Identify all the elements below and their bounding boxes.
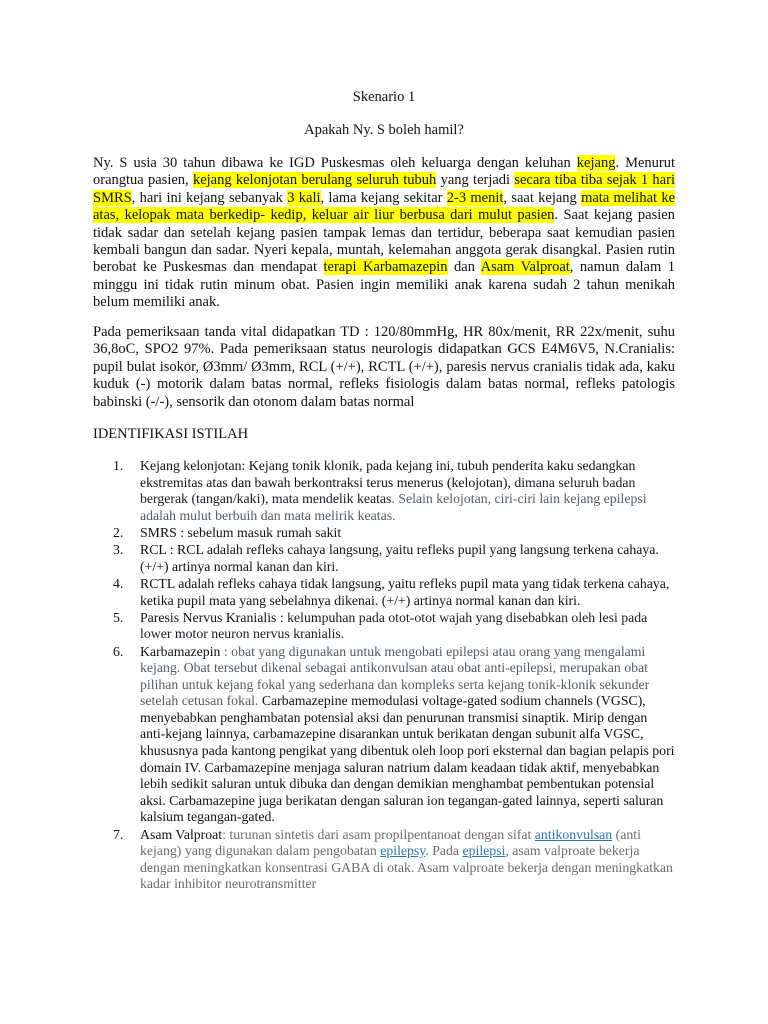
highlight-duration: 2-3 menit xyxy=(446,189,504,206)
list-item: 7. Asam Valproat: turunan sintetis dari asam propilpentanoat dengan sifat antikonvulsan (anti kejang) yang digunakan dalam pengobatan epilepsy. Pada epilepsi, asam valproate bekerja dengan meningkatkan konsentrasi GABA di otak. Asam valproate bekerja dengan meningkatkan kadar inhibitor neurotransmitter xyxy=(113,826,673,892)
list-item: 6. Karbamazepin : obat yang digunakan untuk mengobati epilepsi atau orang yang mengalami kejang. Obat tersebut dikenal sebagai antikonvulsan atau obat anti-epilepsi, merupakan obat pilihan untuk kejang fokal yang sederhana dan kompleks serta kejang tonik-klonik sekunder setelah cetusan fokal. Carbamazepine memodulasi voltage-gated sodium channels (VGSC), menyebabkan penghambatan potensial aksi dan penurunan transmisi sinaptik. Mirip dengan anti-kejang lainnya, carbamazepine disarankan untuk berikatan dengan subunit alfa VGSC, khususnya pada kantong pengikat yang dibentuk oleh loop pori eksternal dan bagian pelapis pori domain IV. Carbamazepine menjaga saluran natrium dalam keadaan tidak aktif, menyebabkan lebih sedikit saluran untuk dibuka dan dengan demikian menghambat pembentukan potensial aksi. Carbamazepine juga berikatan dengan saluran ion tegangan-gated lainnya, seperti saluran kalsium tegangan-gated. xyxy=(113,643,675,825)
list-item: 5. Paresis Nervus Kranialis : kelumpuhan pada otot-otot wajah yang disebabkan oleh lesi pada lower motor neuron nervus kranialis. xyxy=(113,609,648,642)
link-antikonvulsan[interactable]: antikonvulsan xyxy=(534,826,613,842)
highlight-kejang-kelonjotan: kejang kelonjotan berulang seluruh tubuh xyxy=(192,172,437,189)
document-subtitle: Apakah Ny. S boleh hamil? xyxy=(304,122,464,138)
term-list xyxy=(113,458,675,894)
list-item: 3. RCL : RCL adalah refleks cahaya langsung, yaitu refleks pupil yang langsung terkena cahaya. (+/+) artinya normal kanan dan kiri. xyxy=(113,542,659,574)
link-epilepsi[interactable]: epilepsi xyxy=(462,843,506,859)
highlight-onset: secara tiba tiba sejak 1 hari SMRS xyxy=(93,172,675,206)
highlight-frequency: 3 kali xyxy=(287,189,321,206)
highlight-therapy-karbamazepin: terapi Karbamazepin xyxy=(323,259,448,276)
highlight-asam-valproat: Asam Valproat xyxy=(480,259,570,276)
section-heading: IDENTIFIKASI ISTILAH xyxy=(93,426,249,442)
list-item: 4. RCTL adalah refleks cahaya tidak langsung, yaitu refleks pupil mata yang tidak terkena cahaya, ketika pupil mata yang sebelahnya dikenai. (+/+) artinya normal kanan dan kiri. xyxy=(113,575,670,608)
exam-paragraph: Pada pemeriksaan tanda vital didapatkan TD : 120/80mmHg, HR 80x/menit, RR 22x/menit, suhu 36,8oC, SPO2 97%. Pada pemeriksaan status neurologis didapatkan GCS E4M6V5, N.Cranialis: pupil bulat isokor, Ø3mm/ Ø3mm, RCL (+/+), RCTL (+/+), paresis nervus cranialis tidak ada, kaku kuduk (-) motorik dalam batas normal, refleks fisiologis dalam batas normal, refleks patologis babinski (-/-), sensorik dan otonom dalam batas normal xyxy=(93,324,675,410)
list-item: 2. SMRS : sebelum masuk rumah sakit xyxy=(113,524,342,540)
case-paragraph: Ny. S usia 30 tahun dibawa ke IGD Puskesmas oleh keluarga dengan keluhan kejang. Menurut orangtua pasien, kejang kelonjotan berulang seluruh tubuh yang terjadi secara tiba tiba sejak 1 hari SMRS, hari ini kejang sebanyak 3 kali, lama kejang sekitar 2-3 menit, saat kejang mata melihat ke atas, kelopak mata berkedip- kedip, keluar air liur berbusa dari mulut pasien. Saat kejang pasien tidak sadar dan setelah kejang pasien tampak lemas dan tertidur, beberapa saat kemudian pasien kembali bangun dan sadar. Nyeri kepala, muntah, kelemahan anggota gerak disangkal. Pasien rutin berobat ke Puskesmas dan mendapat terapi Karbamazepin dan Asam Valproat, namun dalam 1 minggu ini tidak rutin minum obat. Pasien ingin memiliki anak karena sudah 2 tahun menikah belum memiliki anak. xyxy=(93,155,676,311)
highlight-symptoms: mata melihat ke atas, kelopak mata berkedip- kedip, keluar air liur berbusa dari mulut pasien xyxy=(93,189,675,224)
highlight-kejang: kejang xyxy=(576,155,616,171)
link-epilepsy[interactable]: epilepsy xyxy=(380,843,426,859)
list-item: 1. Kejang kelonjotan: Kejang tonik klonik, pada kejang ini, tubuh penderita kaku sedangkan ekstremitas atas dan bawah berkontraksi terus menerus (kelojotan), dimana seluruh badan bergerak (tangan/kaki), mata mendelik keatas. Selain kelojotan, ciri-ciri lain kejang epilepsi adalah mulut berbuih dan mata melirik keatas. xyxy=(113,458,647,523)
document-title: Skenario 1 xyxy=(352,89,416,105)
